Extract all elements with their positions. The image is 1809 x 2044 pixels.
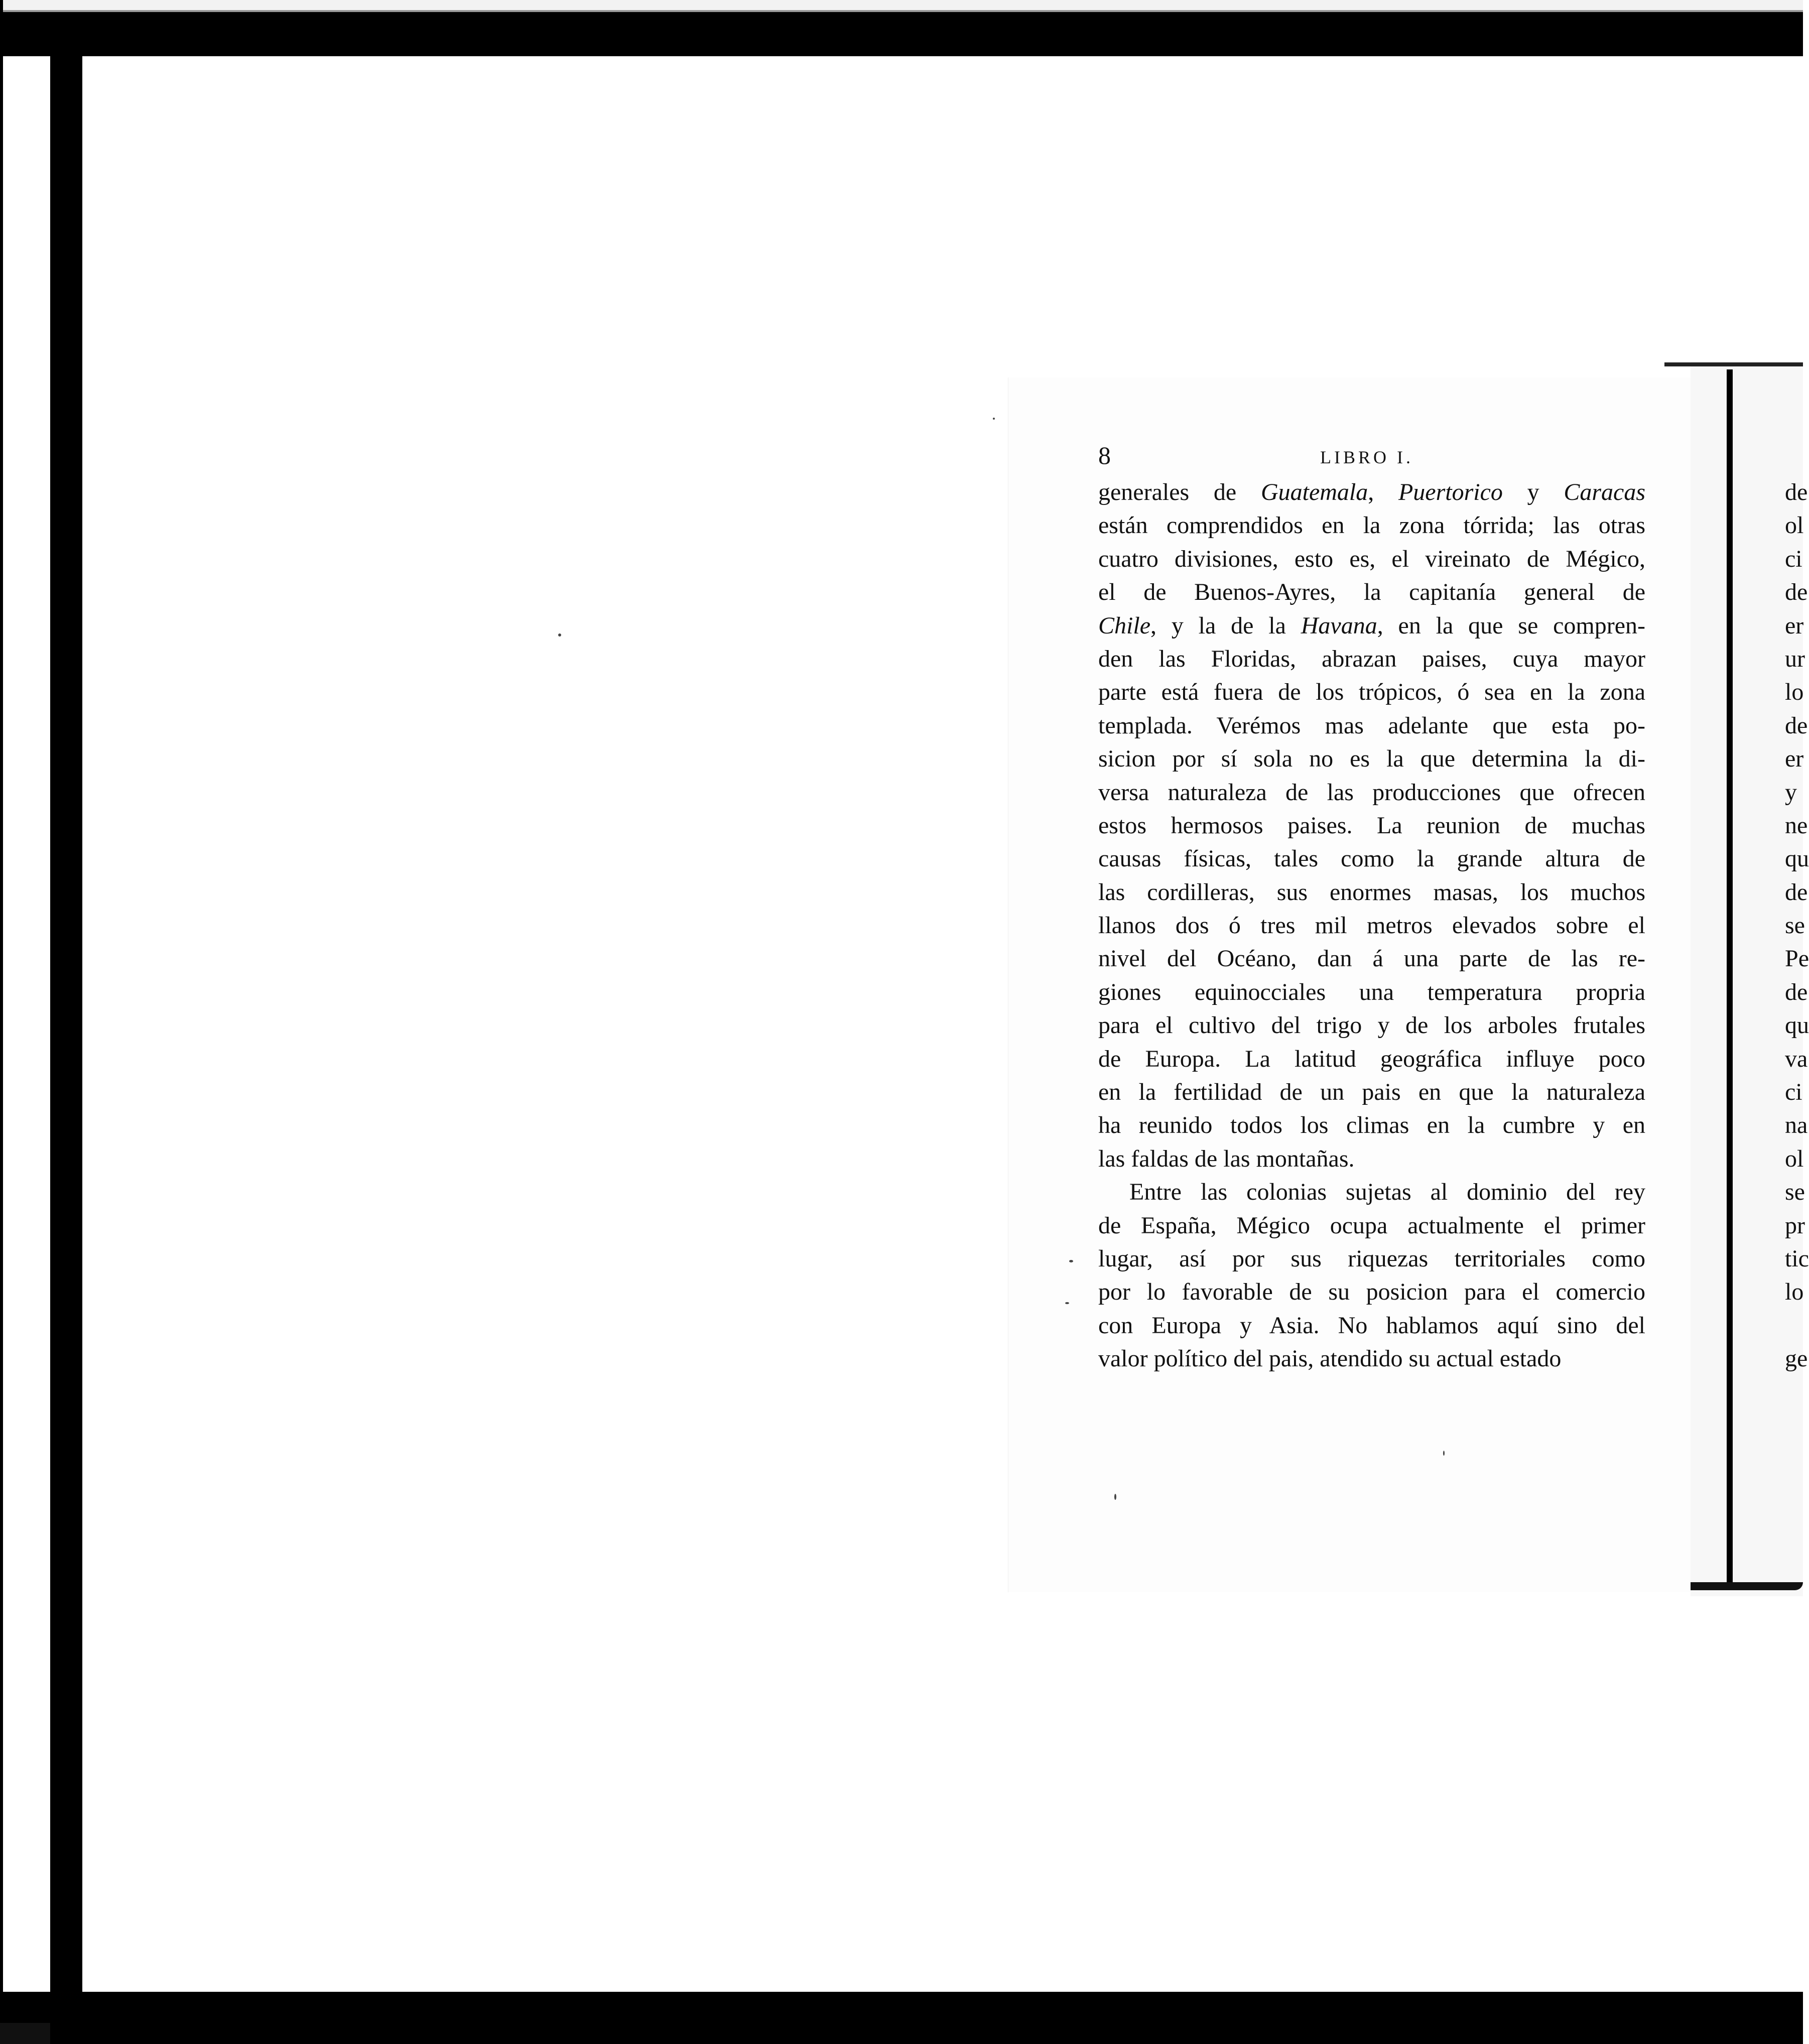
text-run: generales de (1098, 479, 1261, 505)
text-run: nivel del Océano, dan á una parte de las re- (1098, 945, 1645, 972)
text-line (1098, 1275, 1645, 1309)
scan-speck (1443, 1451, 1445, 1456)
page-number: 8 (1098, 441, 1111, 469)
facing-page-top-edge (1664, 362, 1803, 366)
scan-frame-left-edge (0, 0, 3, 2044)
text-run: templada. Verémos mas adelante que esta po- (1098, 712, 1645, 739)
text-run: sicion por sí sola no es la que determina la di- (1098, 745, 1645, 773)
facing-page-fragment: ge (1785, 1345, 1808, 1372)
book-gutter (1727, 369, 1733, 1589)
text-line (1098, 1342, 1645, 1375)
facing-page-fragment: qu (1785, 1012, 1809, 1039)
scan-speck (558, 633, 561, 636)
facing-page-fragment: tic (1785, 1245, 1809, 1272)
facing-page-fragment: de (1785, 978, 1808, 1005)
text-line (1098, 709, 1645, 742)
text-line (1098, 476, 1645, 509)
text-run: y (1502, 479, 1564, 505)
italic-text: Guatemala (1260, 479, 1368, 505)
italic-text: Caracas (1564, 479, 1646, 505)
text-line (1098, 942, 1645, 975)
facing-page-fragment: lo (1785, 679, 1804, 706)
facing-page-fragment: de (1785, 712, 1808, 739)
text-line (1098, 1309, 1645, 1342)
text-line (1098, 1176, 1645, 1209)
text-run: de Europa. La latitud geográfica influye poco (1098, 1045, 1645, 1072)
italic-text: Havana (1301, 612, 1377, 639)
text-run: por lo favorable de su posicion para el comercio (1098, 1279, 1645, 1306)
scan-speck (1114, 1494, 1116, 1500)
text-run: valor político del pais, atendido su actual estado (1098, 1345, 1562, 1372)
text-line (1098, 676, 1645, 709)
italic-text: Chile (1098, 612, 1150, 639)
scan-speck (1065, 1302, 1069, 1304)
text-run: parte está fuera de los trópicos, ó sea en la zona (1098, 679, 1645, 706)
facing-page-fragment: y (1785, 779, 1797, 806)
text-run: en la fertilidad de un pais en que la naturaleza (1098, 1079, 1645, 1106)
text-line (1098, 576, 1645, 609)
scan-speck (993, 418, 995, 420)
facing-page-fragment: ol (1785, 512, 1804, 539)
text-run: , y la de la (1150, 612, 1301, 639)
text-line (1098, 876, 1645, 909)
text-run: giones equinocciales una temperatura propria (1098, 978, 1645, 1005)
facing-page-fragment: pr (1785, 1212, 1805, 1239)
text-line (1098, 1142, 1645, 1176)
scan-frame-left (50, 50, 82, 2044)
text-run: cuatro divisiones, esto es, el vireinato de Mégico, (1098, 545, 1645, 572)
text-line (1098, 1109, 1645, 1142)
facing-page-fragment: ur (1785, 645, 1805, 672)
text-line (1098, 742, 1645, 776)
facing-page-fragment: se (1785, 1179, 1805, 1206)
text-line (1098, 643, 1645, 676)
facing-page-fragment: se (1785, 912, 1805, 939)
facing-page-fragment: de (1785, 579, 1808, 606)
facing-page-fragment: de (1785, 479, 1808, 505)
body-text (1098, 476, 1645, 1376)
scan-frame-top-line (0, 10, 1803, 12)
scan-frame-bottom (0, 1992, 1803, 2044)
facing-page-text (1785, 476, 1809, 1376)
text-run: , (1368, 479, 1398, 505)
text-run: ha reunido todos los climas en la cumbre y en (1098, 1112, 1645, 1139)
text-line (1098, 776, 1645, 809)
facing-page-fragment: va (1785, 1045, 1808, 1072)
text-run: de España, Mégico ocupa actualmente el primer (1098, 1212, 1645, 1239)
scan-frame-bottom-notch (0, 2023, 50, 2044)
text-line (1098, 1076, 1645, 1109)
text-run: el de Buenos-Ayres, la capitanía general de (1098, 579, 1645, 606)
facing-page-fragment: ci (1785, 1079, 1802, 1106)
facing-page-fragment: ne (1785, 812, 1808, 839)
text-line (1098, 543, 1645, 576)
text-line (1098, 1009, 1645, 1042)
text-run: para el cultivo del trigo y de los arboles frutales (1098, 1012, 1645, 1039)
page-header (1098, 441, 1650, 471)
facing-page-fragment: er (1785, 745, 1804, 773)
text-run: las faldas de las montañas. (1098, 1145, 1355, 1172)
facing-page-fragment: lo (1785, 1279, 1804, 1306)
facing-page-fragment: de (1785, 878, 1808, 906)
text-run: estos hermosos paises. La reunion de muchas (1098, 812, 1645, 839)
text-line (1098, 842, 1645, 875)
scan-speck (1069, 1260, 1073, 1262)
facing-page-fragment (1785, 1309, 1803, 1342)
text-run: con Europa y Asia. No hablamos aquí sino del (1098, 1312, 1645, 1339)
facing-page-bottom-edge (1691, 1582, 1803, 1590)
text-line (1098, 809, 1645, 842)
text-line (1098, 1242, 1645, 1275)
text-line (1098, 609, 1645, 643)
facing-page-fragment: ol (1785, 1145, 1804, 1172)
text-run: lugar, así por sus riquezas territoriales como (1098, 1245, 1645, 1272)
running-head: LIBRO I. (1320, 447, 1413, 467)
facing-page-fragment: ci (1785, 545, 1802, 572)
text-run: versa naturaleza de las producciones que ofrecen (1098, 779, 1645, 806)
text-run: las cordilleras, sus enormes masas, los muchos (1098, 878, 1645, 906)
text-line (1098, 1043, 1645, 1076)
text-run: , en la que se compren- (1377, 612, 1645, 639)
facing-page-fragment: qu (1785, 845, 1809, 872)
text-line (1098, 976, 1645, 1009)
text-run: Entre las colonias sujetas al dominio del rey (1129, 1179, 1645, 1206)
text-line (1098, 509, 1645, 542)
text-run: causas físicas, tales como la grande altura de (1098, 845, 1645, 872)
text-line (1098, 909, 1645, 942)
facing-page-fragment: na (1785, 1112, 1808, 1139)
text-run: están comprendidos en la zona tórrida; las otras (1098, 512, 1645, 539)
text-line (1098, 1209, 1645, 1242)
italic-text: Puertorico (1398, 479, 1503, 505)
text-run: llanos dos ó tres mil metros elevados sobre el (1098, 912, 1645, 939)
text-run: den las Floridas, abrazan paises, cuya mayor (1098, 645, 1645, 672)
facing-page-fragment: er (1785, 612, 1804, 639)
facing-page-fragment: Pe (1785, 945, 1809, 972)
scan-frame-top-edge (0, 0, 1803, 10)
